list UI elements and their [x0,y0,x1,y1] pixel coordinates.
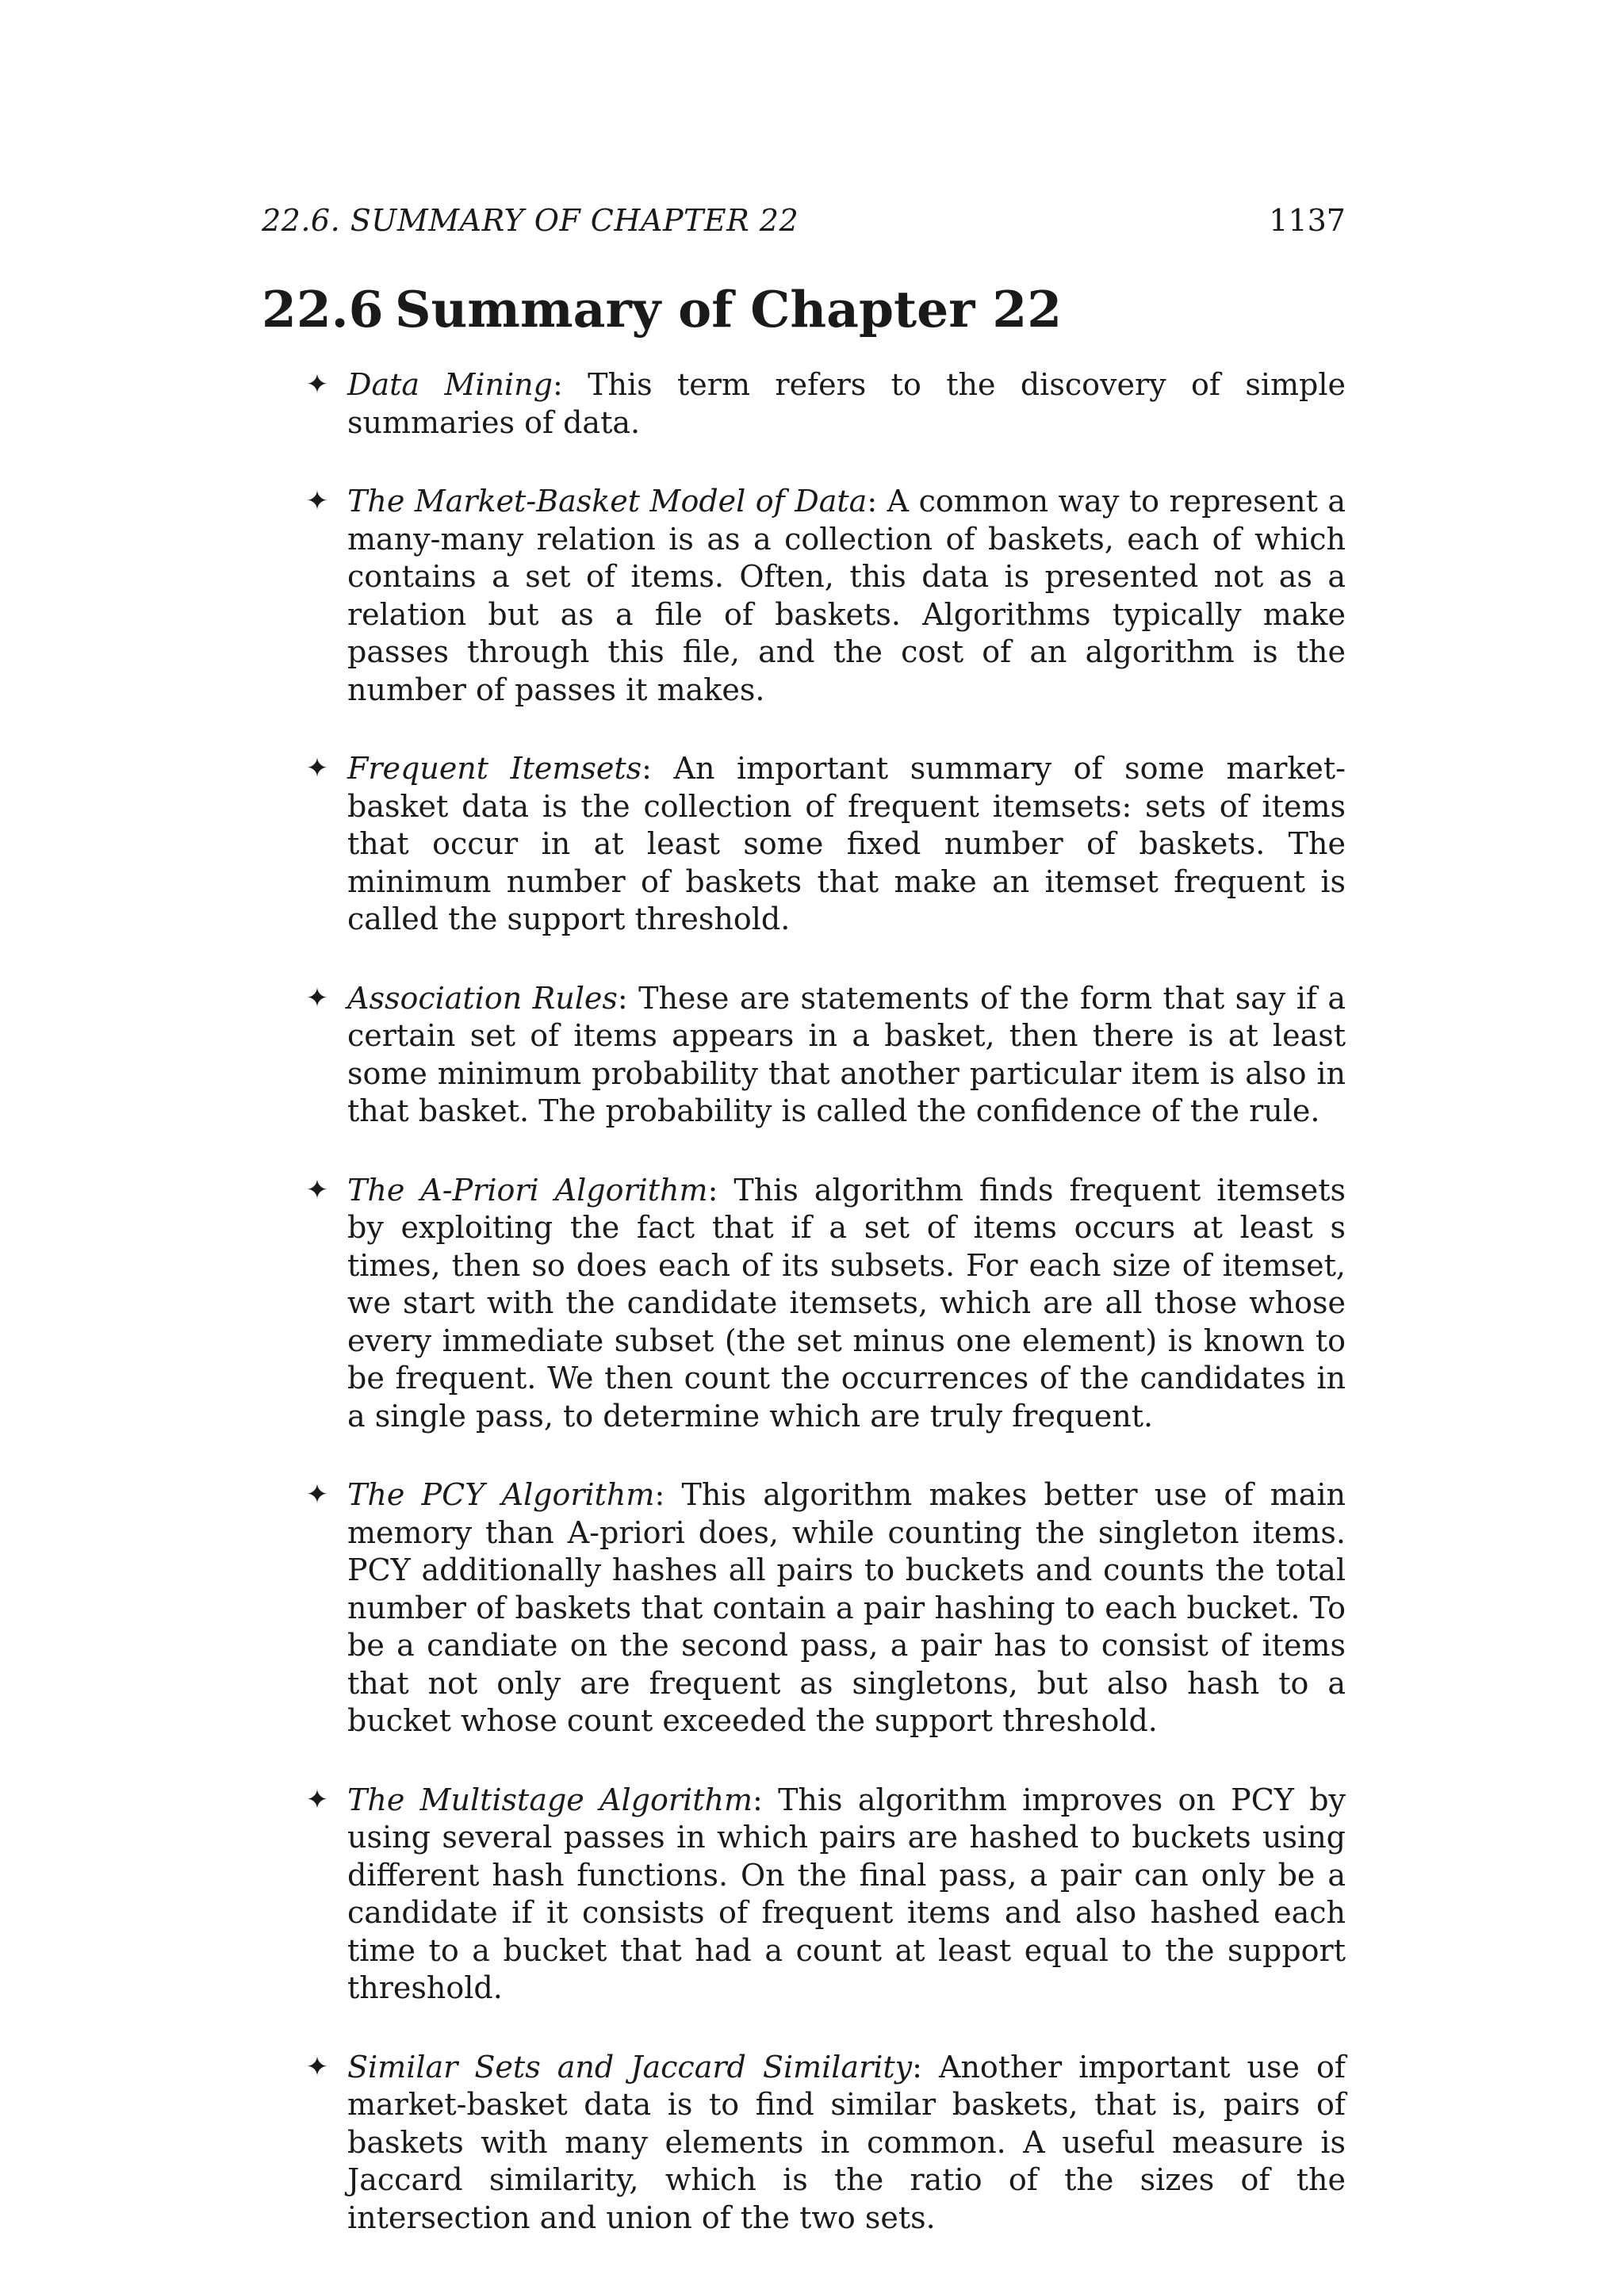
section-number: 22.6 [262,280,384,339]
summary-text: : This algorithm makes better use of main memory than A-priori does, while counting the singleton items. PCY additionally hashes all pairs to buckets and counts the total number of baskets that contain a pair hashing to each bucket. To be a candiate on the second pass, a pair has to consist of items that not only are frequent as singletons, but also hash to a bucket whose count exceeded the support threshold. [347,1477,1346,1738]
summary-text: : A common way to represent a many-many relation is as a collection of baskets, each of which contains a set of items. Often, this data is presented not as a relation but as a file of baskets. Algorithms typically make passes through this file, and the cost of an algorithm is the number of passes it makes. [347,484,1346,707]
summary-term: The A-Priori Algorithm [347,1172,708,1208]
summary-text: : This algorithm finds frequent itemsets by exploiting the fact that if a set of items occurs at least s times, then so does each of its subsets. For each size of itemset, we start with the candidate itemsets, which are all those whose every immediate subset (the set minus one element) is known to be frequent. We then count the occurrences of the candidates in a single pass, to determine which are truly frequent. [347,1172,1346,1434]
summary-text: : Another important use of market-basket data is to find similar baskets, that is, pairs of baskets with many elements in common. A useful measure is Jaccard similarity, which is the ratio of the sizes of the intersection and union of the two sets. [347,2049,1346,2235]
four-point-star-bullet-icon: ✦ [305,1479,329,1510]
summary-term: Association Rules [347,980,618,1016]
summary-item-a-priori-algorithm [303,1172,1346,1436]
four-point-star-bullet-icon: ✦ [305,1783,329,1816]
four-point-star-bullet-icon: ✦ [305,2050,329,2083]
summary-text: : An important summary of some market-basket data is the collection of frequent itemsets: sets of items that occur in at least some fixed number of baskets. The minimum number of baskets that make an itemset frequent is called the support threshold. [347,751,1346,936]
summary-text: : This term refers to the discovery of simple summaries of data. [347,367,1346,440]
running-head [262,202,1346,239]
summary-term: The PCY Algorithm [347,1477,655,1512]
running-head-title: 22.6. SUMMARY OF CHAPTER 22 [262,203,799,238]
four-point-star-bullet-icon: ✦ [305,752,329,784]
summary-term: Data Mining [347,367,553,402]
four-point-star-bullet-icon: ✦ [305,982,329,1014]
four-point-star-bullet-icon: ✦ [305,369,329,400]
summary-text: : These are statements of the form that say if a certain set of items appears in a basket, then there is at least some minimum probability that another particular item is also in that basket. The probability is called the confidence of the rule. [347,980,1346,1128]
summary-list [303,366,1346,2278]
summary-term: Similar Sets and Jaccard Similarity [347,2049,913,2085]
section-heading [262,279,1062,339]
summary-item-frequent-itemsets [303,750,1346,939]
summary-term: Frequent Itemsets [347,751,642,786]
summary-text: : This algorithm improves on PCY by using several passes in which pairs are hashed to buckets using different hash functions. On the final pass, a pair can only be a candidate if it consists of frequent items and also hashed each time to a bucket that had a count at least equal to the support threshold. [347,1782,1346,2005]
summary-item-multistage-algorithm [303,1782,1346,2008]
summary-term: The Multistage Algorithm [347,1782,753,1817]
summary-item-jaccard-similarity [303,2049,1346,2238]
summary-item-pcy-algorithm [303,1476,1346,1740]
four-point-star-bullet-icon: ✦ [305,1173,329,1206]
four-point-star-bullet-icon: ✦ [305,485,329,517]
summary-item-market-basket-model [303,483,1346,709]
section-title: Summary of Chapter 22 [395,280,1063,339]
summary-item-data-mining [303,366,1346,442]
summary-term: The Market-Basket Model of Data [347,484,868,519]
page-number: 1137 [1269,203,1346,238]
summary-item-association-rules [303,980,1346,1131]
